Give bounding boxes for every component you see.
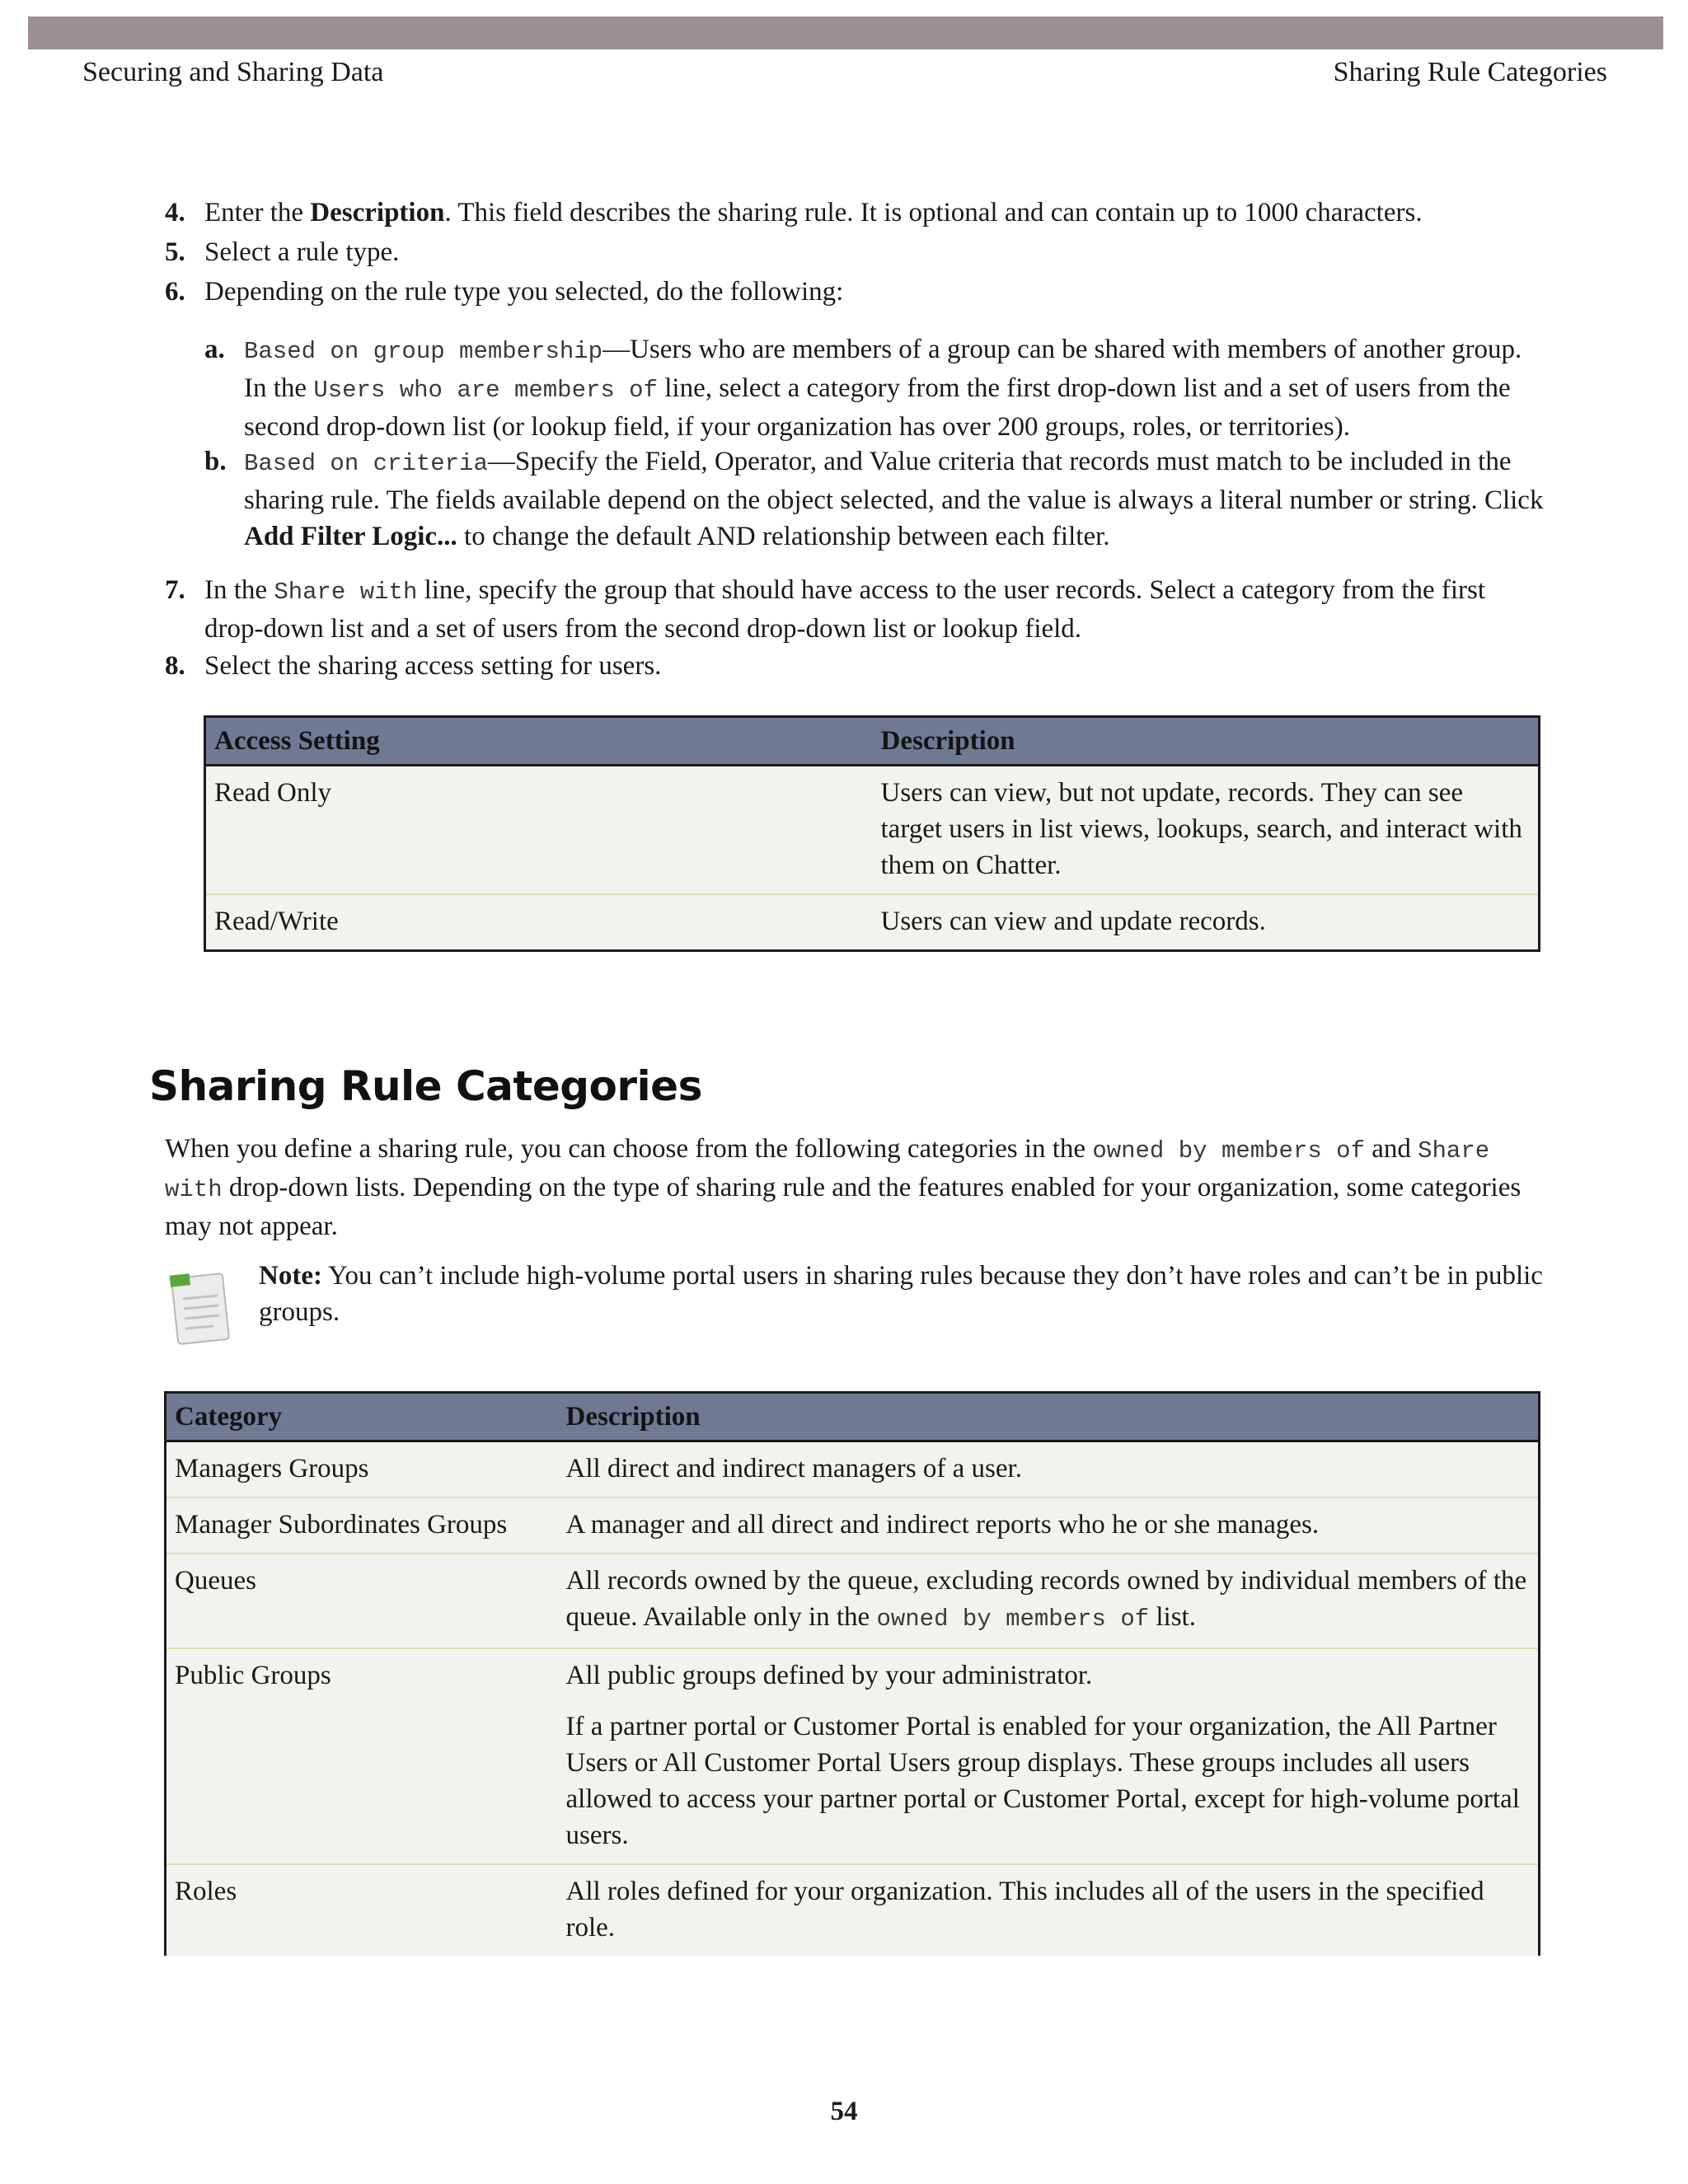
table-cell: Queues: [166, 1554, 558, 1648]
step-5: [165, 234, 1550, 270]
table-header-row: [166, 1393, 1540, 1441]
table-cell: Users can view and update records.: [873, 894, 1540, 951]
table-cell: Users can view, but not update, records. They can see target users in list views, lookups, search, and interact with them on Chatter.: [873, 766, 1540, 895]
table-cell: Read/Write: [205, 894, 873, 951]
step-text: Select a rule type.: [204, 237, 400, 267]
note-callout: [165, 1258, 1550, 1330]
substep-b: [204, 443, 1548, 555]
step-text: Select the sharing access setting for users.: [204, 651, 662, 681]
column-header: Category: [166, 1393, 558, 1441]
step-text: . This field describes the sharing rule. It is optional and can contain up to 1000 characters.: [444, 198, 1423, 227]
page-number: 54: [830, 2097, 858, 2126]
step-text: In the: [204, 575, 274, 605]
category-table: [164, 1391, 1540, 1956]
step-number: 8.: [165, 651, 185, 681]
substep-text: to change the default AND relationship between each filter.: [457, 522, 1110, 551]
code-text: Based on criteria: [244, 450, 488, 477]
step-8: [165, 648, 1550, 684]
table-row: [166, 1554, 1540, 1648]
step-7: [165, 572, 1550, 647]
running-head-right: Sharing Rule Categories: [1333, 57, 1607, 87]
bold-term: Description: [310, 198, 445, 227]
step-text: line, specify the group that should have access to the user records. Select a category from the first drop-down list and a set of users from the second drop-down list or lookup field.: [204, 575, 1486, 644]
column-header: Access Setting: [205, 717, 873, 766]
column-header: Description: [873, 717, 1540, 766]
step-text: Enter the: [204, 198, 311, 227]
table-cell: Manager Subordinates Groups: [166, 1497, 558, 1554]
substep-text: line, select a category from the first drop-down list and a set of users from the second drop-down list (or lookup field, if your organization has over 200 groups, roles, or territories).: [244, 373, 1511, 442]
table-cell: Public Groups: [166, 1648, 558, 1864]
step-number: 6.: [165, 277, 185, 307]
table-row: [205, 894, 1540, 951]
table-cell: [558, 1554, 1540, 1648]
cell-text: All records owned by the queue, excluding records owned by individual members of the queue. Available only in the: [565, 1566, 1527, 1632]
step-4: [165, 194, 1550, 231]
code-text: owned by members of: [876, 1605, 1150, 1633]
table-cell: Read Only: [205, 766, 873, 895]
table-row: [205, 766, 1540, 895]
code-text: Users who are members of: [313, 377, 658, 404]
table-row: [166, 1497, 1540, 1554]
running-head-left: Securing and Sharing Data: [82, 57, 384, 87]
bold-term: Add Filter Logic...: [244, 522, 457, 551]
intro-text: When you define a sharing rule, you can choose from the following categories in the: [165, 1134, 1093, 1164]
step-number: 4.: [165, 198, 185, 227]
table-header-row: [205, 717, 1540, 766]
cell-paragraph: If a partner portal or Customer Portal is enabled for your organization, the All Partner Users or All Customer Portal Users group displays. These groups includes all users allowed to access your partner portal or Customer Portal, except for high-volume portal users.: [565, 1712, 1520, 1850]
table-cell: Managers Groups: [166, 1441, 558, 1498]
section-title: Sharing Rule Categories: [149, 1062, 702, 1110]
code-text: Share with: [274, 579, 418, 606]
step-number: 5.: [165, 237, 185, 267]
substep-letter: a.: [204, 335, 225, 364]
intro-text: and: [1364, 1134, 1418, 1164]
note-label: Note:: [259, 1261, 322, 1291]
table-cell: A manager and all direct and indirect reports who he or she manages.: [558, 1497, 1540, 1554]
access-setting-table: [204, 715, 1540, 952]
table-row: [166, 1648, 1540, 1864]
code-text: Based on group membership: [244, 338, 603, 365]
table-cell: Roles: [166, 1864, 558, 1956]
note-icon: [168, 1266, 234, 1348]
cell-paragraph: All public groups defined by your administrator.: [565, 1661, 1093, 1690]
column-header: Description: [558, 1393, 1540, 1441]
step-number: 7.: [165, 575, 185, 605]
cell-text: list.: [1149, 1602, 1196, 1632]
table-cell: [558, 1648, 1540, 1864]
table-row: [166, 1864, 1540, 1956]
table-cell: All direct and indirect managers of a user.: [558, 1441, 1540, 1498]
code-text: owned by members of: [1092, 1137, 1365, 1165]
substep-text: —Users who are members of a group can be shared with members of another group. In the: [244, 335, 1522, 403]
header-bar: [28, 16, 1663, 49]
note-text: You can’t include high-volume portal users in sharing rules because they don’t have roles and can’t be in public groups.: [259, 1261, 1543, 1327]
table-cell: All roles defined for your organization. This includes all of the users in the specified role.: [558, 1864, 1540, 1956]
substep-letter: b.: [204, 447, 227, 476]
intro-text: drop-down lists. Depending on the type of sharing rule and the features enabled for your organization, some categories may not appear.: [165, 1173, 1522, 1241]
step-text: Depending on the rule type you selected, do the following:: [204, 277, 844, 307]
step-6: [165, 274, 1550, 310]
code-text: Share with: [165, 1137, 1490, 1203]
substep-text: —Specify the Field, Operator, and Value criteria that records must match to be included in the sharing rule. The fields available depend on the object selected, and the value is always a literal number or string. Click: [244, 447, 1544, 515]
substep-a: [204, 331, 1548, 445]
section-intro: [165, 1131, 1550, 1244]
table-row: [166, 1441, 1540, 1498]
